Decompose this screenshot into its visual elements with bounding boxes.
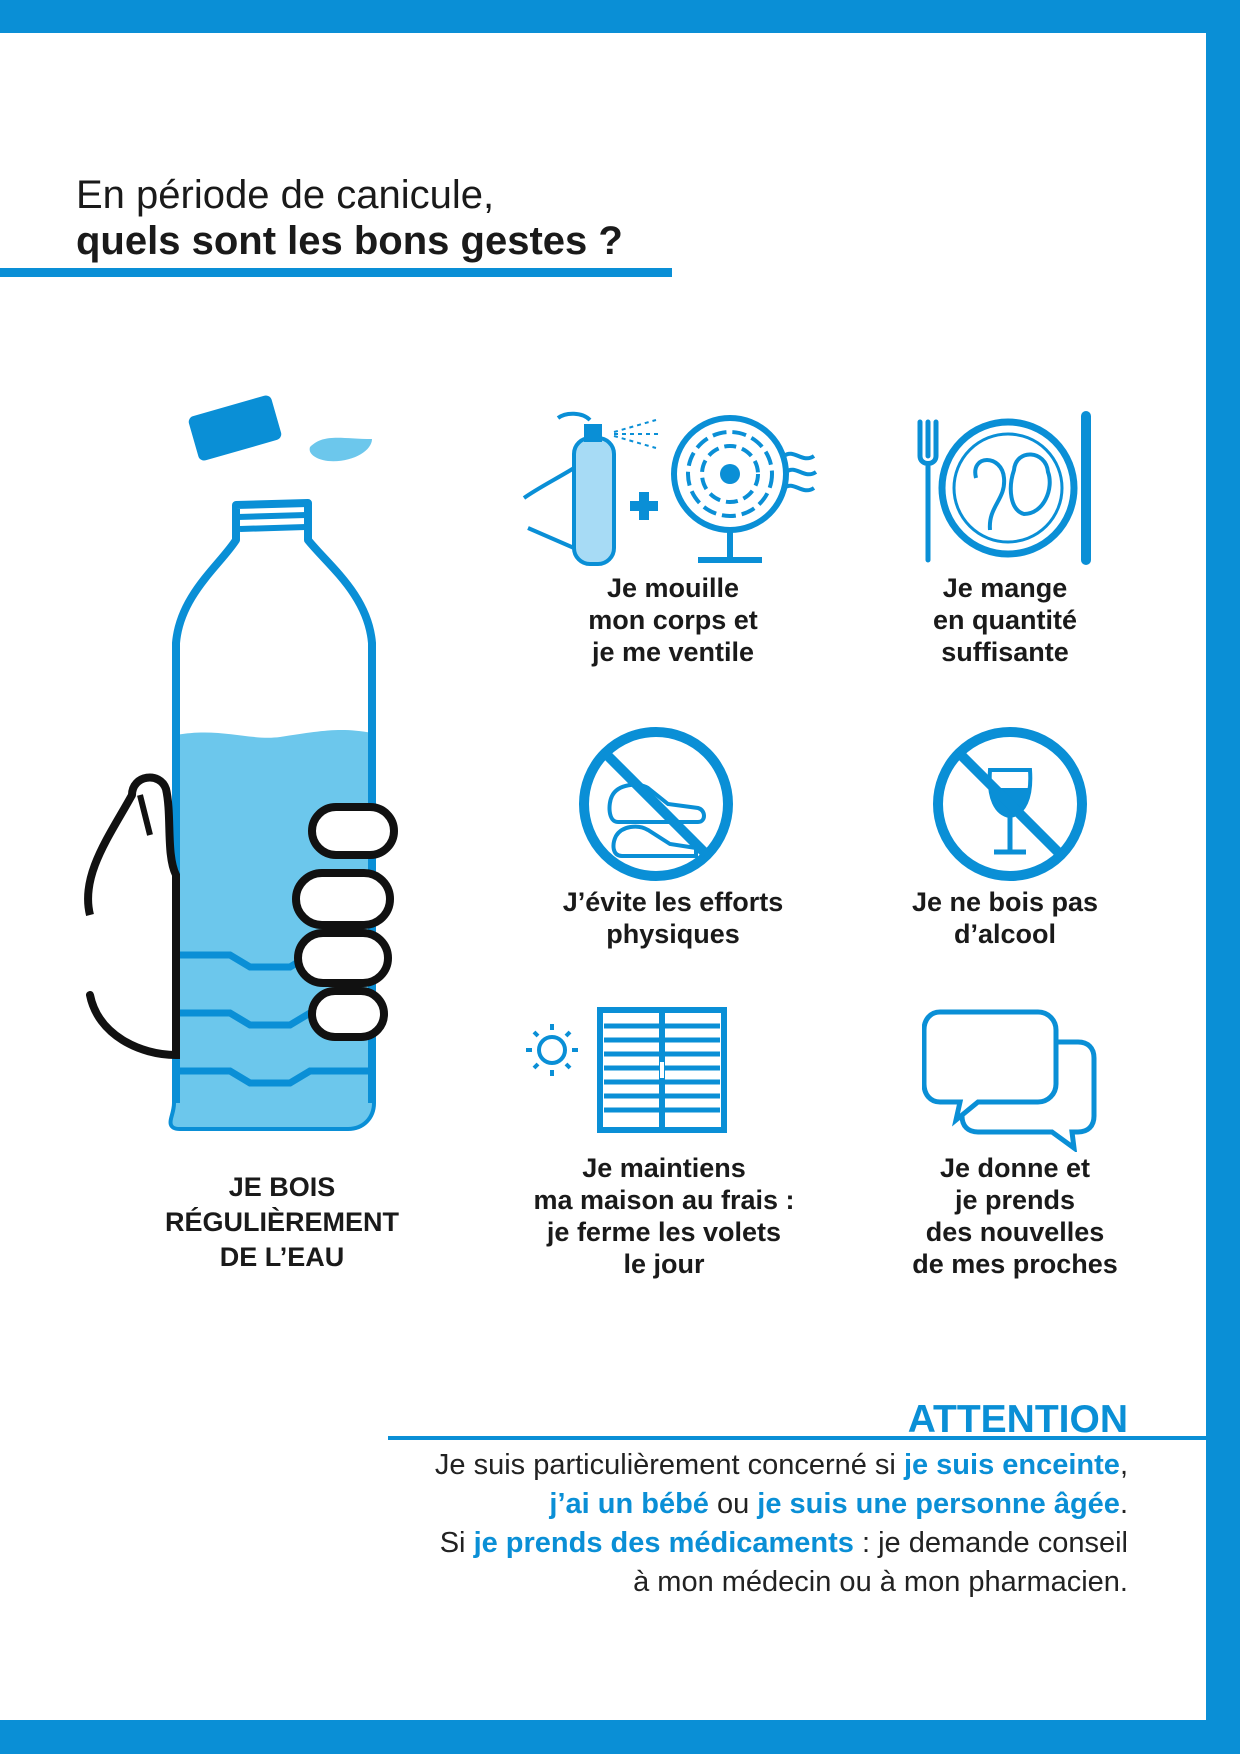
water-caption: JE BOIS RÉGULIÈREMENT DE L’EAU: [164, 1172, 399, 1272]
attention-text-4: .: [1119, 1488, 1128, 1520]
spray-and-fan-icon: [518, 408, 828, 568]
bottom-border: [0, 1720, 1240, 1754]
attention-text-1: Je suis particulièrement concerné si: [434, 1449, 904, 1481]
title-line-2: quels sont les bons gestes ?: [76, 219, 623, 263]
attention-text-3: ou: [708, 1488, 758, 1520]
caption-eat: Je mange en quantité suffisante: [932, 573, 1077, 667]
attention-text-5: Si: [439, 1527, 474, 1559]
attention-text-6: : je demande conseil: [853, 1527, 1128, 1559]
attention-text-7: à mon médecin ou à mon pharmacien.: [633, 1566, 1128, 1598]
attention-title: ATTENTION: [907, 1398, 1128, 1441]
attention-text-2: ,: [1119, 1449, 1128, 1481]
water-bottle-in-hand-icon: [80, 395, 420, 1135]
caption-shutters: Je maintiens ma maison au frais : je ferme les volets le jour: [533, 1153, 795, 1279]
caption-spray-fan: Je mouille mon corps et je me ventile: [588, 573, 758, 667]
caption-avoid-effort: J’évite les efforts physiques: [562, 887, 784, 949]
right-border: [1206, 0, 1240, 1754]
top-border: [0, 0, 1240, 33]
attention-text: [348, 1446, 1128, 1602]
caption-news: Je donne et je prends des nouvelles de mes proches: [912, 1153, 1118, 1279]
highlight-pregnant: je suis enceinte: [903, 1449, 1120, 1481]
no-wine-icon: [932, 726, 1088, 882]
speech-bubbles-icon: [922, 1008, 1102, 1152]
caption-no-alcohol: Je ne bois pas d’alcool: [911, 887, 1099, 949]
highlight-elderly: je suis une personne âgée: [757, 1488, 1120, 1520]
highlight-baby: j’ai un bébé: [549, 1488, 709, 1520]
page-title: [76, 172, 623, 264]
highlight-medication: je prends des médicaments: [473, 1527, 854, 1559]
sun-and-shutters-icon: [514, 1006, 734, 1134]
plate-fork-knife-icon: [910, 410, 1100, 566]
no-sneakers-icon: [578, 726, 734, 882]
title-underline: [0, 268, 672, 277]
title-line-1: En période de canicule,: [76, 173, 495, 217]
